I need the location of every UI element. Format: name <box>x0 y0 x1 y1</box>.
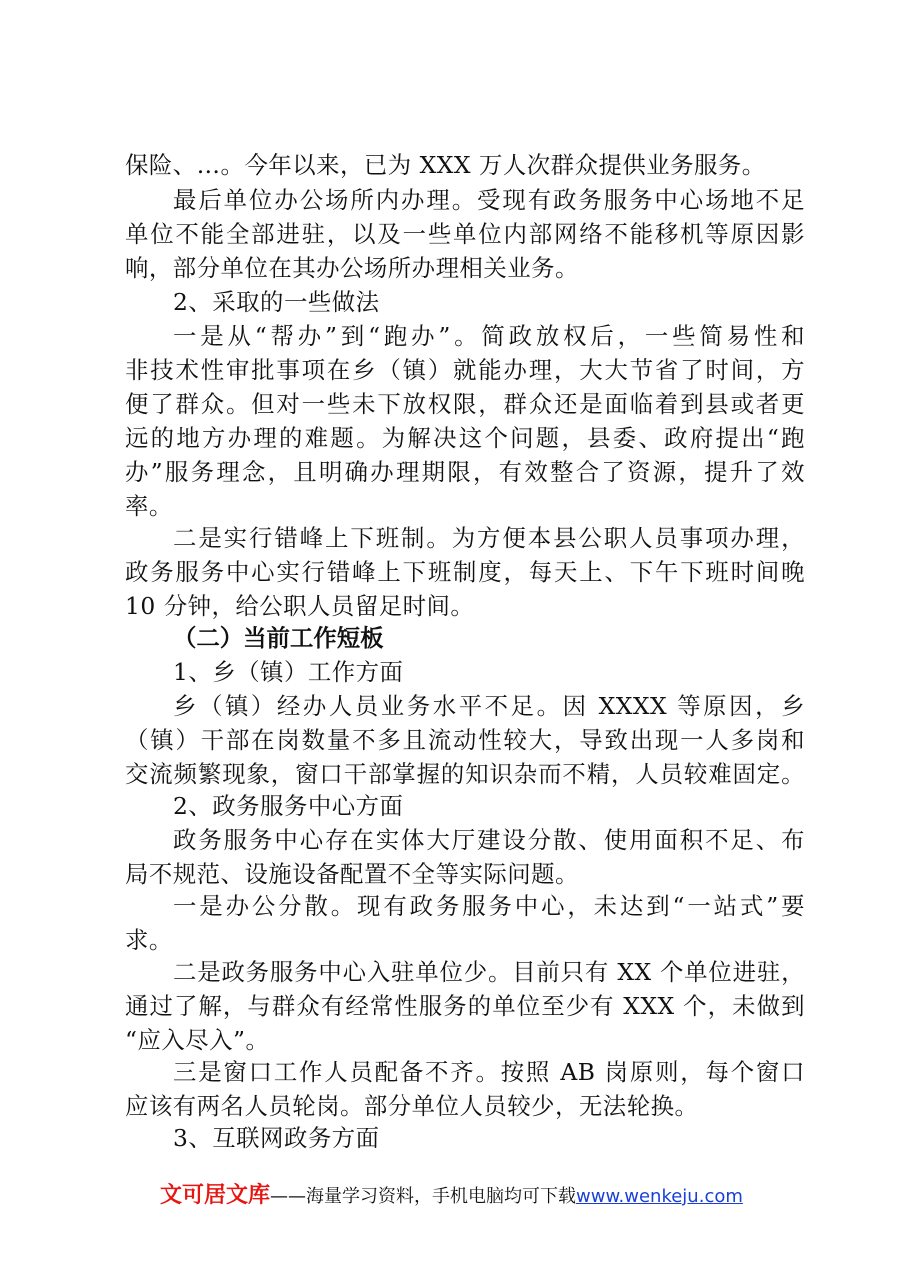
paragraph-line: 政务服务中心实行错峰上下班制度，每天上、下午下班时间晚 <box>125 558 805 586</box>
footer-slogan: ——海量学习资料，手机电脑均可下载 <box>270 1186 577 1207</box>
paragraph-line: 二是实行错峰上下班制。为方便本县公职人员事项办理， <box>173 524 805 552</box>
subsection-heading: 2、政务服务中心方面 <box>173 792 404 820</box>
paragraph-line: 三是窗口工作人员配备不齐。按照 AB 岗原则，每个窗口 <box>173 1058 805 1086</box>
paragraph-line: 交流频繁现象，窗口干部掌握的知识杂而不精，人员较难固定。 <box>125 760 805 788</box>
footer-link[interactable]: www.wenkeju.com <box>576 1186 743 1207</box>
footer-banner <box>160 1180 743 1212</box>
paragraph-line: 远的地方办理的难题。为解决这个问题，县委、政府提出“跑 <box>125 424 805 452</box>
paragraph-line: （镇）干部在岗数量不多且流动性较大，导致出现一人多岗和 <box>125 726 805 754</box>
paragraph-line: 便了群众。但对一些未下放权限，群众还是面临着到县或者更 <box>125 390 805 418</box>
paragraph-line: 通过了解，与群众有经常性服务的单位至少有 XXX 个，未做到 <box>125 992 805 1020</box>
paragraph-line: 率。 <box>125 492 173 520</box>
paragraph-line: 10 分钟，给公职人员留足时间。 <box>125 592 475 620</box>
paragraph-line: 非技术性审批事项在乡（镇）就能办理，大大节省了时间，方 <box>125 356 805 384</box>
footer-brand: 文可居文库 <box>160 1183 271 1208</box>
paragraph-line: 最后单位办公场所内办理。受现有政务服务中心场地不足 <box>173 186 805 214</box>
paragraph-line: 求。 <box>125 926 173 954</box>
paragraph-line: 保险、…。今年以来，已为 XXX 万人次群众提供业务服务。 <box>125 151 766 179</box>
paragraph-line: 一是从“帮办”到“跑办”。简政放权后，一些简易性和 <box>173 322 805 350</box>
section-heading: 2、采取的一些做法 <box>173 288 380 316</box>
paragraph-line: 局不规范、设施设备配置不全等实际问题。 <box>125 860 579 888</box>
paragraph-line: 应该有两名人员轮岗。部分单位人员较少，无法轮换。 <box>125 1092 699 1120</box>
subsection-heading: 1、乡（镇）工作方面 <box>173 658 404 686</box>
paragraph-line: “应入尽入”。 <box>125 1026 270 1054</box>
section-heading: （二）当前工作短板 <box>173 624 384 652</box>
paragraph-line: 一是办公分散。现有政务服务中心，未达到“一站式”要 <box>173 892 805 920</box>
paragraph-line: 乡（镇）经办人员业务水平不足。因 XXXX 等原因，乡 <box>173 692 805 720</box>
subsection-heading: 3、互联网政务方面 <box>173 1124 380 1152</box>
paragraph-line: 二是政务服务中心入驻单位少。目前只有 XX 个单位进驻， <box>173 958 805 986</box>
paragraph-line: 办”服务理念，且明确办理期限，有效整合了资源，提升了效 <box>125 458 805 486</box>
paragraph-line: 单位不能全部进驻，以及一些单位内部网络不能移机等原因影 <box>125 220 805 248</box>
paragraph-line: 政务服务中心存在实体大厅建设分散、使用面积不足、布 <box>173 826 805 854</box>
paragraph-line: 响，部分单位在其办公场所办理相关业务。 <box>125 254 579 282</box>
